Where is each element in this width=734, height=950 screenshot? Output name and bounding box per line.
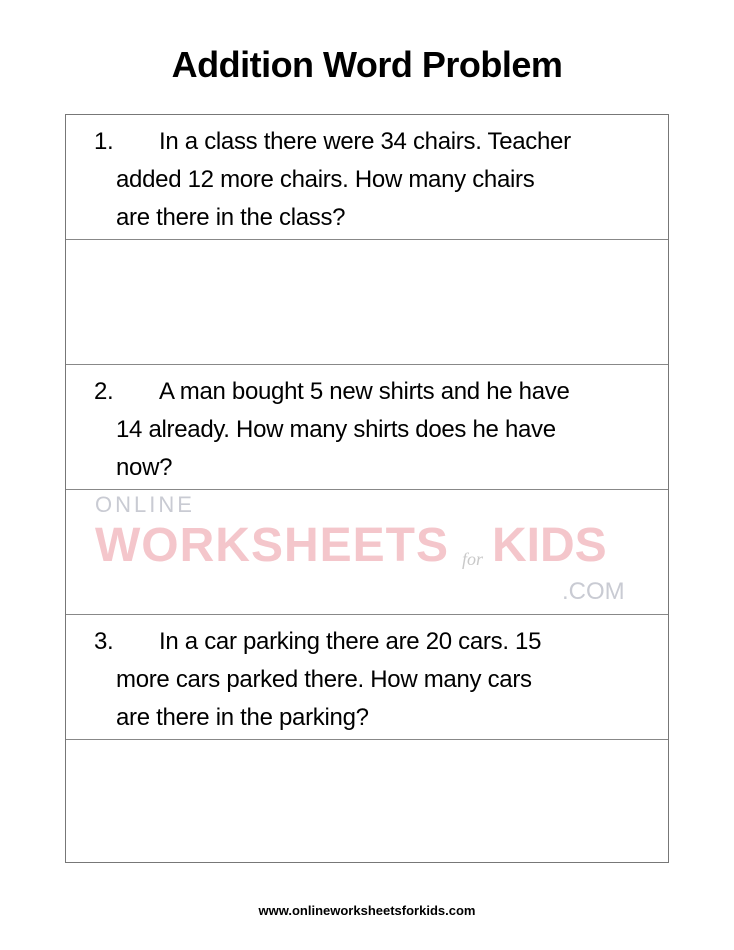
question-text-line: A man bought 5 new shirts and he have	[159, 378, 570, 405]
answer-box-1[interactable]	[66, 240, 668, 365]
question-row-3	[66, 615, 668, 740]
question-number: 3.	[94, 628, 114, 655]
question-text-line: In a class there were 34 chairs. Teacher	[159, 128, 571, 155]
question-text-line: are there in the class?	[116, 204, 346, 231]
question-text-line: now?	[116, 454, 173, 481]
answer-box-2[interactable]	[66, 490, 668, 615]
watermark-logo-com: .COM	[562, 578, 625, 605]
question-number: 1.	[94, 128, 114, 155]
watermark-logo-kids: KIDS	[492, 519, 607, 572]
question-text-line: added 12 more chairs. How many chairs	[116, 166, 535, 193]
question-row-2	[66, 365, 668, 490]
question-text-line: are there in the parking?	[116, 704, 369, 731]
question-row-1	[66, 115, 668, 240]
question-text-line: more cars parked there. How many cars	[116, 666, 532, 693]
question-text-line: 14 already. How many shirts does he have	[116, 416, 556, 443]
footer-url: www.onlineworksheetsforkids.com	[258, 903, 476, 918]
page-title: Addition Word Problem	[171, 44, 563, 85]
watermark-logo-worksheets: WORKSHEETS	[95, 519, 450, 572]
watermark-logo-online: ONLINE	[95, 492, 195, 517]
watermark-logo-for: for	[462, 549, 484, 569]
answer-box-3[interactable]	[66, 740, 668, 862]
worksheet-table	[65, 114, 669, 863]
question-number: 2.	[94, 378, 114, 405]
question-text-line: In a car parking there are 20 cars. 15	[159, 628, 542, 655]
